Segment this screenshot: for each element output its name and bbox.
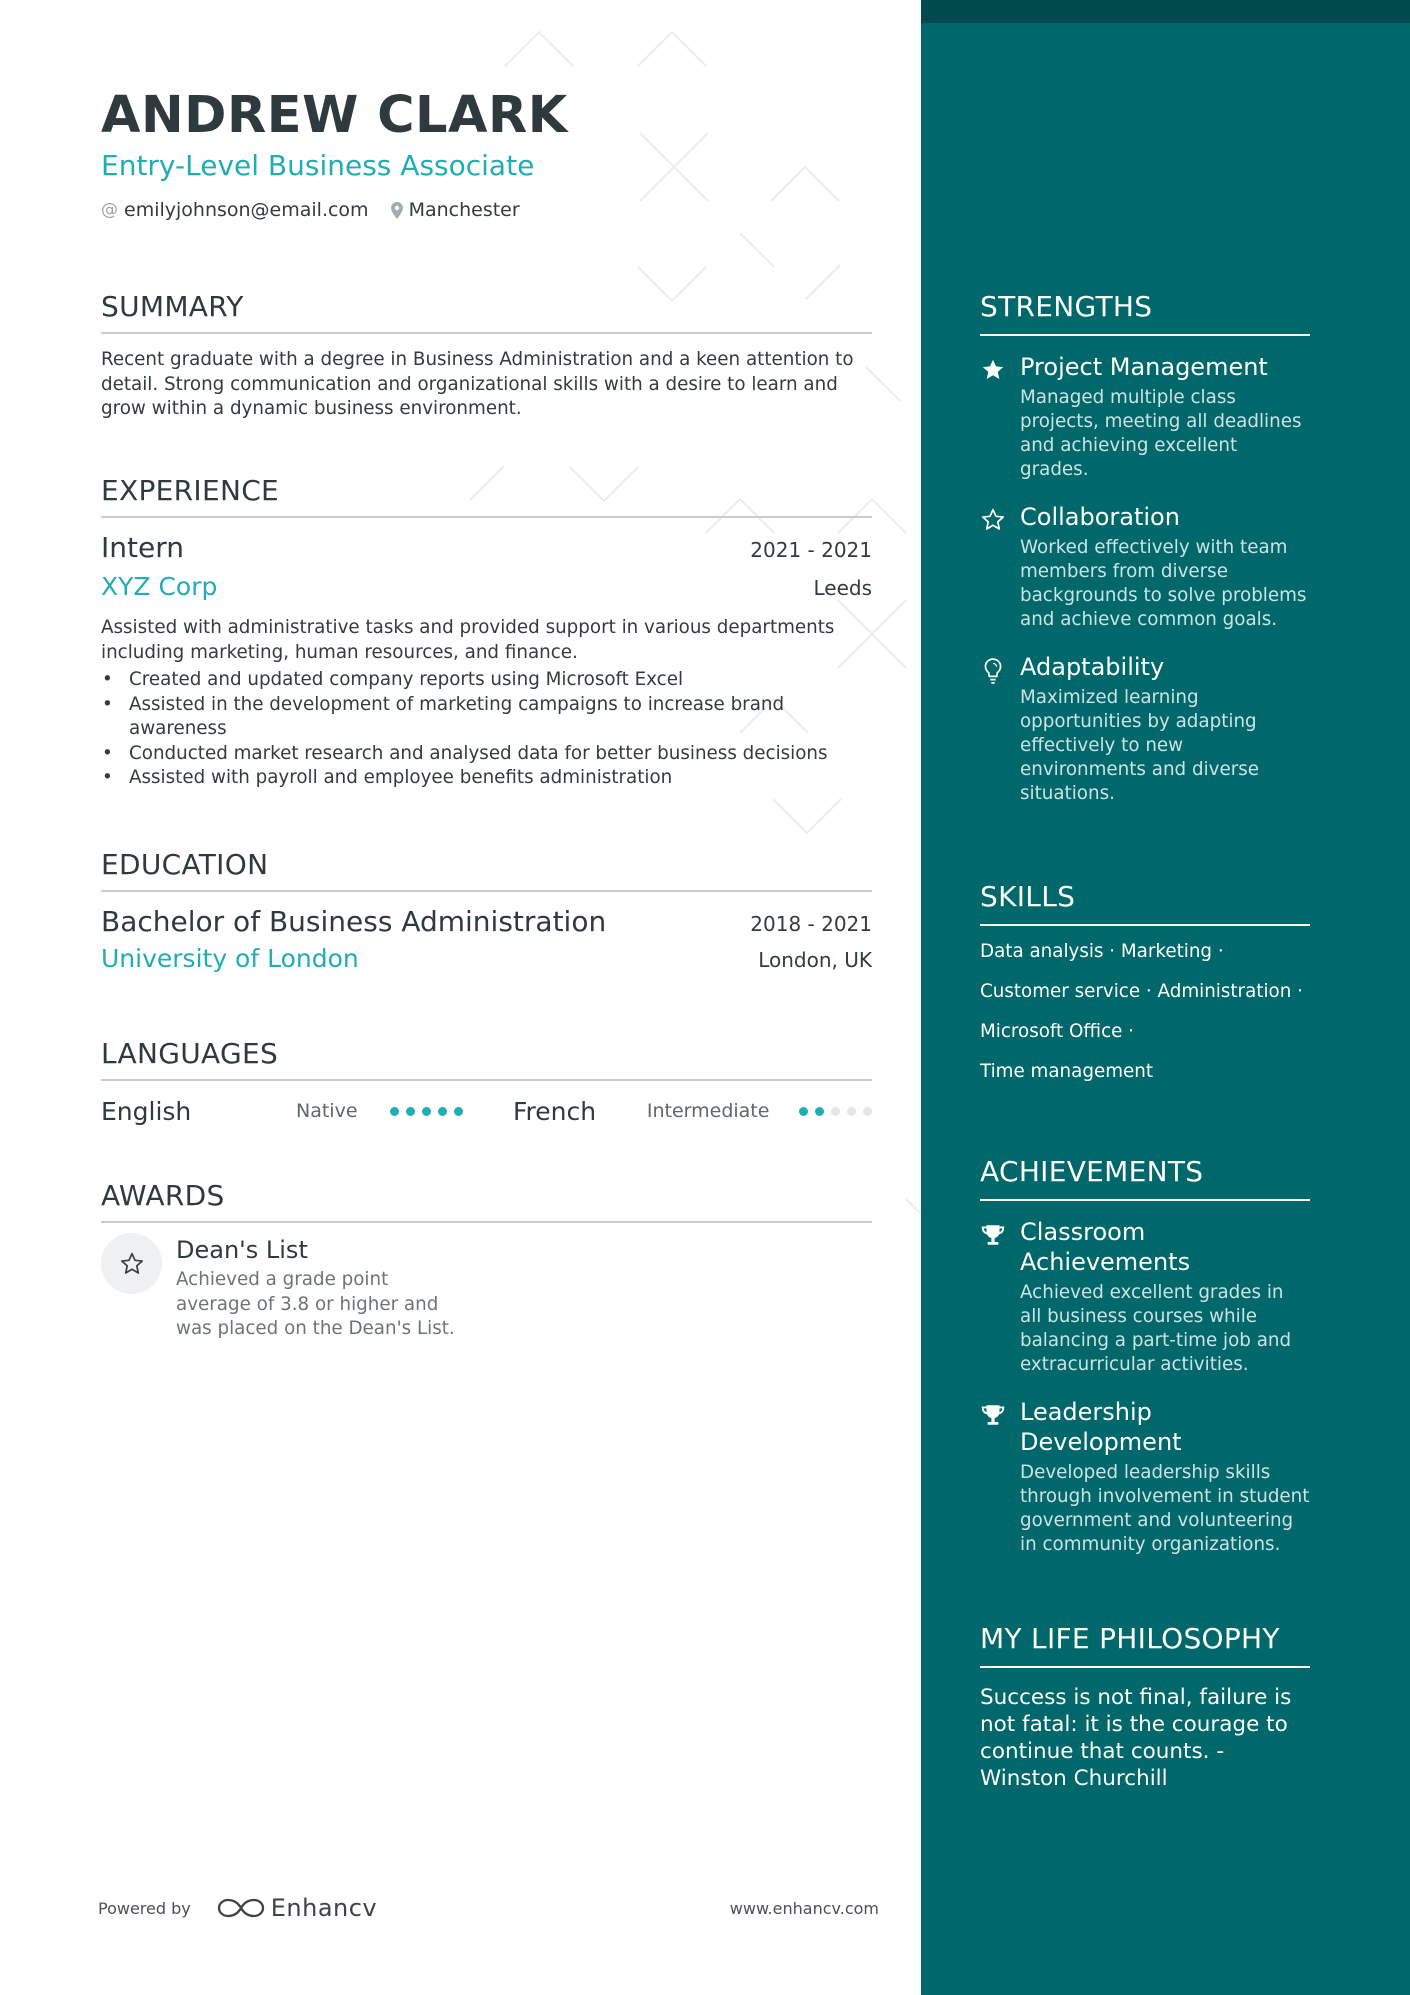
achievement-description: Achieved excellent grades in all business courses while balancing a part-time job and extracurricular activities. — [1020, 1282, 1292, 1375]
trophy-icon — [980, 1397, 1020, 1557]
experience-entry-subheader — [101, 570, 872, 604]
rating-dot-filled — [799, 1107, 808, 1116]
rating-dot-filled — [438, 1107, 447, 1116]
language-level: Native — [296, 1100, 358, 1122]
achievements-title: ACHIEVEMENTS — [980, 1155, 1310, 1201]
candidate-headline: Entry-Level Business Associate — [101, 149, 535, 182]
summary-title: SUMMARY — [101, 290, 872, 334]
school-name: University of London — [101, 944, 359, 973]
education-location: London, UK — [758, 948, 872, 972]
location-text: Manchester — [408, 199, 520, 221]
job-location: Leeds — [813, 576, 872, 600]
skills-title: SKILLS — [980, 880, 1310, 926]
rating-dot-empty — [847, 1107, 856, 1116]
awards-title: AWARDS — [101, 1179, 872, 1223]
achievement-title: Classroom Achievements — [1020, 1218, 1191, 1276]
philosophy-section — [980, 1622, 1310, 1792]
rating-dot-empty — [863, 1107, 872, 1116]
strength-description: Managed multiple class projects, meeting all deadlines and achieving excellent grades. — [1020, 387, 1302, 480]
rating-dot-filled — [422, 1107, 431, 1116]
language-rating — [390, 1107, 463, 1116]
strength-description: Worked effectively with team members from diverse backgrounds to solve problems and achieve common goals. — [1020, 537, 1307, 630]
contact-location — [391, 198, 520, 222]
education-dates: 2018 - 2021 — [750, 912, 872, 936]
languages-row — [101, 1093, 872, 1129]
philosophy-title: MY LIFE PHILOSOPHY — [980, 1622, 1310, 1668]
skill-line: Customer service · Administration · — [980, 981, 1303, 1002]
enhancv-logo-icon — [217, 1896, 265, 1920]
language-name: French — [513, 1096, 597, 1126]
list-item: • Assisted in the development of marketing campaigns to increase brand awareness — [101, 693, 872, 742]
rating-dot-filled — [454, 1107, 463, 1116]
award-description: Achieved a grade point average of 3.8 or higher and was placed on the Dean's List. — [176, 1269, 455, 1339]
achievement-title: Leadership Development — [1020, 1398, 1182, 1456]
brand-name: Enhancv — [270, 1894, 378, 1922]
achievements-section — [980, 1155, 1310, 1557]
language-item — [484, 1097, 872, 1126]
achievement-item — [980, 1397, 1310, 1557]
contact-info — [101, 198, 872, 222]
achievement-description: Developed leadership skills through involvement in student government and volunteering in community organizations. — [1020, 1462, 1310, 1555]
rating-dot-filled — [815, 1107, 824, 1116]
rating-dot-filled — [406, 1107, 415, 1116]
strength-item — [980, 652, 1310, 806]
job-title: Intern — [101, 531, 184, 564]
brand-logo[interactable] — [217, 1894, 377, 1922]
resume-header — [101, 86, 872, 222]
language-rating — [799, 1107, 872, 1116]
email-text: emilyjohnson@email.com — [124, 199, 369, 221]
job-dates: 2021 - 2021 — [750, 538, 872, 562]
philosophy-quote: Success is not final, failure is not fatal: it is the courage to continue that counts. - Winston Churchill — [980, 1685, 1292, 1791]
experience-section — [101, 474, 872, 791]
sidebar — [921, 0, 1410, 1995]
experience-title: EXPERIENCE — [101, 474, 872, 518]
awards-section — [101, 1179, 872, 1342]
strengths-title: STRENGTHS — [980, 290, 1310, 336]
list-item: • Assisted with payroll and employee benefits administration — [101, 766, 872, 791]
achievement-body — [1020, 1217, 1310, 1377]
education-entry-subheader — [101, 942, 872, 976]
strength-body — [1020, 502, 1310, 632]
achievement-body — [1020, 1397, 1310, 1557]
skill-line: Data analysis · Marketing · — [980, 941, 1224, 962]
trophy-icon — [980, 1217, 1020, 1377]
summary-section — [101, 290, 872, 422]
job-bullets — [101, 668, 872, 791]
summary-text: Recent graduate with a degree in Business Administration and a keen attention to detail. Strong communication and organizational skills with a desire to learn and grow within a dynamic business environment. — [101, 349, 854, 419]
star-filled-icon — [980, 352, 1020, 482]
company-name: XYZ Corp — [101, 572, 218, 601]
education-title: EDUCATION — [101, 848, 872, 892]
list-item: • Created and updated company reports using Microsoft Excel — [101, 668, 872, 693]
skill-line: Microsoft Office · — [980, 1021, 1134, 1042]
star-outline-icon — [980, 502, 1020, 632]
rating-dot-empty — [831, 1107, 840, 1116]
strength-body — [1020, 352, 1310, 482]
lightbulb-icon — [980, 652, 1020, 806]
candidate-name: ANDREW CLARK — [101, 86, 568, 145]
achievement-item — [980, 1217, 1310, 1377]
education-entry-header — [101, 904, 872, 940]
rating-dot-filled — [390, 1107, 399, 1116]
skill-line: Time management — [980, 1061, 1154, 1082]
strength-item — [980, 352, 1310, 482]
footer — [98, 1894, 879, 1922]
strength-body — [1020, 652, 1310, 806]
powered-by-label: Powered by — [98, 1898, 191, 1918]
degree-name: Bachelor of Business Administration — [101, 905, 607, 938]
skills-section — [980, 880, 1310, 1084]
location-pin-icon — [391, 202, 403, 219]
languages-section — [101, 1037, 872, 1129]
website-link[interactable]: www.enhancv.com — [729, 1898, 879, 1918]
strength-item — [980, 502, 1310, 632]
strength-description: Maximized learning opportunities by adapting effectively to new environments and diverse situations. — [1020, 687, 1260, 804]
education-section — [101, 848, 872, 976]
award-item — [101, 1233, 872, 1342]
award-body — [176, 1233, 466, 1342]
language-level: Intermediate — [646, 1100, 770, 1122]
job-description: Assisted with administrative tasks and provided support in various departments including marketing, human resources, and finance. — [101, 617, 835, 663]
sidebar-top-band — [921, 0, 1410, 23]
at-sign-icon: @ — [101, 200, 118, 220]
powered-by — [98, 1894, 377, 1922]
strength-title: Collaboration — [1020, 503, 1180, 531]
language-item — [101, 1097, 484, 1126]
language-name: English — [101, 1096, 192, 1126]
strength-title: Project Management — [1020, 353, 1268, 381]
star-outline-icon — [101, 1233, 162, 1294]
languages-title: LANGUAGES — [101, 1037, 872, 1081]
list-item: • Conducted market research and analysed data for better business decisions — [101, 742, 872, 767]
strengths-section — [980, 290, 1310, 806]
experience-entry-header — [101, 530, 872, 566]
award-title: Dean's List — [176, 1236, 308, 1264]
strength-title: Adaptability — [1020, 653, 1165, 681]
contact-email[interactable] — [101, 198, 369, 222]
